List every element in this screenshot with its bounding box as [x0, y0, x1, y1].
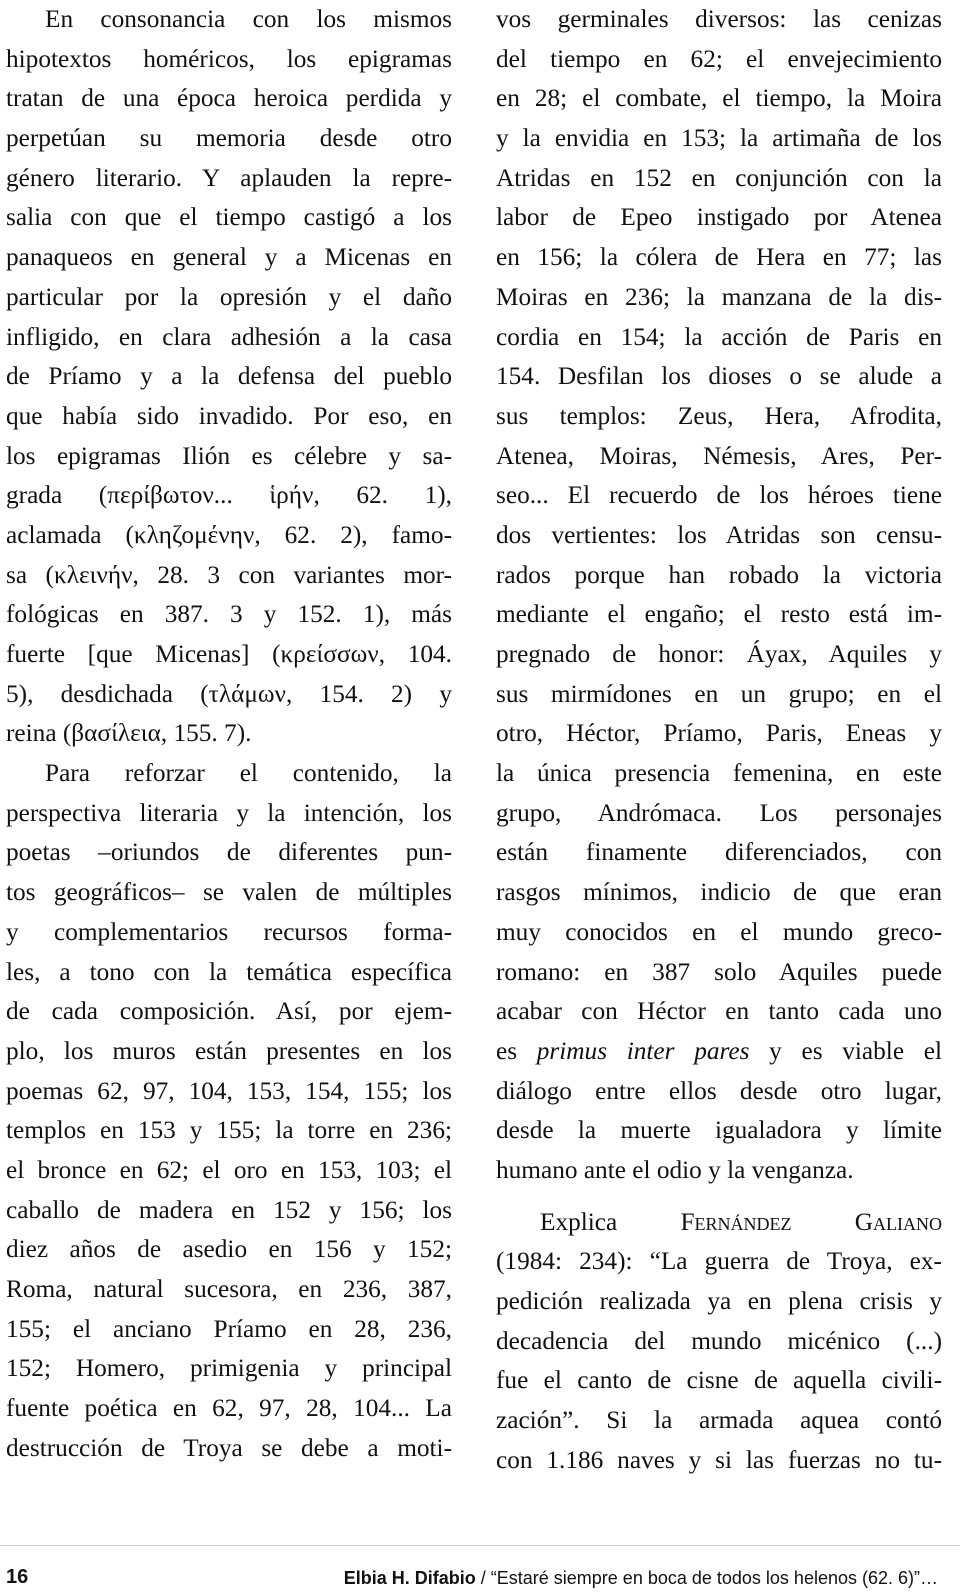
text-line: hipotextos homéricos, los epigramas: [6, 44, 452, 73]
running-head-author: Elbia H. Difabio: [343, 1568, 476, 1588]
text-line: género literario. Y aplauden la repre-: [6, 163, 452, 192]
text-line: perspectiva literaria y la intención, los: [6, 798, 452, 827]
text-line: los epigramas Ilión es célebre y sa-: [6, 441, 452, 470]
text-line: 154. Desfilan los dioses o se alude a: [496, 362, 942, 391]
text-line: rasgos mínimos, indicio de que eran: [496, 878, 942, 907]
text-line: están finamente diferenciados, con: [496, 838, 942, 867]
text-line: diálogo entre ellos desde otro lugar,: [496, 1076, 942, 1105]
text-line: tos geográficos– se valen de múltiples: [6, 878, 452, 907]
text-line: labor de Epeo instigado por Atenea: [496, 203, 942, 232]
text-line: muy conocidos en el mundo greco-: [496, 917, 942, 946]
text-line: Atridas en 152 en conjunción con la: [496, 163, 942, 192]
text-line: sus templos: Zeus, Hera, Afrodita,: [496, 401, 942, 430]
text-line: cordia en 154; la acción de Paris en: [496, 322, 942, 351]
text-line: acabar con Héctor en tanto cada uno: [496, 997, 942, 1026]
text-line: desde la muerte igualadora y límite: [496, 1116, 942, 1145]
text-line: poetas –oriundos de diferentes pun-: [6, 838, 452, 867]
text-line: rados porque han robado la victoria: [496, 560, 942, 589]
text-line: en 156; la cólera de Hera en 77; las: [496, 243, 942, 272]
text-line: con 1.186 naves y si las fuerzas no tu-: [496, 1445, 942, 1474]
text-line: zación”. Si la armada aquea contó: [496, 1406, 942, 1435]
text-line: 155; el anciano Príamo en 28, 236,: [6, 1314, 452, 1343]
text-line: de cada composición. Así, por ejem-: [6, 997, 452, 1026]
text-line: vos germinales diversos: las cenizas: [496, 5, 942, 33]
footer-divider: [0, 1545, 960, 1546]
text-line: grada (περίβωτον... ἱρήν, 62. 1),: [6, 481, 452, 510]
text-line: fuerte [que Micenas] (κρείσσων, 104.: [6, 640, 452, 668]
text-line: del tiempo en 62; el envejecimiento: [496, 44, 942, 73]
text-line: seo... El recuerdo de los héroes tiene: [496, 481, 942, 510]
text-line: grupo, Andrómaca. Los personajes: [496, 798, 942, 827]
text-line: perpetúan su memoria desde otro: [6, 124, 452, 153]
text-line: diez años de asedio en 156 y 152;: [6, 1235, 452, 1264]
text-line: templos en 153 y 155; la torre en 236;: [6, 1116, 452, 1145]
text-line: particular por la opresión y el daño: [6, 282, 452, 311]
text-line: Atenea, Moiras, Némesis, Ares, Per-: [496, 441, 942, 470]
text-line: fuente poética en 62, 97, 28, 104... La: [6, 1394, 452, 1423]
text-line: destrucción de Troya se debe a moti-: [6, 1433, 452, 1462]
text-line: que había sido invadido. Por eso, en: [6, 401, 452, 430]
text-line: humano ante el odio y la venganza.: [496, 1155, 854, 1184]
text-line: salia con que el tiempo castigó a los: [6, 203, 452, 232]
text-line: romano: en 387 solo Aquiles puede: [496, 957, 942, 986]
running-head-title: “Estaré siempre en boca de todos los helenos (62. 6)”…: [490, 1568, 938, 1588]
text-line: pedición realizada ya en plena crisis y: [496, 1287, 942, 1315]
text-line: fue el canto de cisne de aquella civili-: [496, 1366, 942, 1395]
text-line: pregnado de honor: Áyax, Aquiles y: [496, 640, 942, 668]
text-line: Roma, natural sucesora, en 236, 387,: [6, 1275, 452, 1303]
text-line: aclamada (κληζομένην, 62. 2), famo-: [6, 520, 452, 549]
text-line: sa (κλεινήν, 28. 3 con variantes mor-: [6, 560, 452, 589]
page-footer: [0, 1560, 960, 1590]
text-fragment: y es viable el: [769, 1036, 942, 1065]
text-line: mediante el engaño; el resto está im-: [496, 600, 942, 629]
text-line: Moiras en 236; la manzana de la dis-: [496, 282, 942, 311]
cited-author-name: Fernández Galiano: [680, 1207, 942, 1236]
text-line: 152; Homero, primigenia y principal: [6, 1354, 452, 1383]
text-line: tratan de una época heroica perdida y: [6, 84, 452, 113]
text-line: caballo de madera en 152 y 156; los: [6, 1195, 452, 1224]
text-line: les, a tono con la temática específica: [6, 957, 452, 986]
text-line: fológicas en 387. 3 y 152. 1), más: [6, 600, 452, 629]
text-line: dos vertientes: los Atridas son censu-: [496, 520, 942, 549]
text-line: En consonancia con los mismos: [45, 5, 452, 33]
text-line-with-italic: [496, 1032, 942, 1072]
text-line: 5), desdichada (τλάμων, 154. 2) y: [6, 679, 452, 708]
text-line: el bronce en 62; el oro en 153, 103; el: [6, 1155, 452, 1184]
page-number: 16: [6, 1566, 29, 1588]
left-column: [6, 0, 452, 1468]
text-line: poemas 62, 97, 104, 153, 154, 155; los: [6, 1076, 452, 1105]
text-line: reina (βασίλεια, 155. 7).: [6, 719, 252, 748]
running-head-separator: /: [475, 1568, 491, 1588]
running-head: [344, 1568, 938, 1589]
text-line: plo, los muros están presentes en los: [6, 1036, 452, 1065]
text-fragment: es: [496, 1036, 518, 1065]
text-line: y complementarios recursos forma-: [6, 917, 452, 946]
text-line: y la envidia en 153; la artimaña de los: [496, 124, 942, 153]
paragraph-gap: [496, 1191, 942, 1203]
text-line: Para reforzar el contenido, la: [45, 759, 452, 788]
text-line: la única presencia femenina, en este: [496, 759, 942, 788]
text-line: (1984: 234): “La guerra de Troya, ex-: [496, 1247, 942, 1276]
text-line: sus mirmídones en un grupo; en el: [496, 679, 942, 708]
text-fragment: Explica: [540, 1207, 618, 1236]
text-line: de Príamo y a la defensa del pueblo: [6, 362, 452, 391]
text-line: decadencia del mundo micénico (...): [496, 1326, 942, 1355]
text-line-with-author-name: [496, 1203, 942, 1243]
text-line: infligido, en clara adhesión a la casa: [6, 322, 452, 351]
text-line: panaqueos en general y a Micenas en: [6, 243, 452, 272]
text-line: otro, Héctor, Príamo, Paris, Eneas y: [496, 719, 942, 748]
text-line: en 28; el combate, el tiempo, la Moira: [496, 84, 942, 113]
italic-phrase: primus inter pares: [536, 1036, 750, 1065]
right-column: [496, 0, 942, 1480]
